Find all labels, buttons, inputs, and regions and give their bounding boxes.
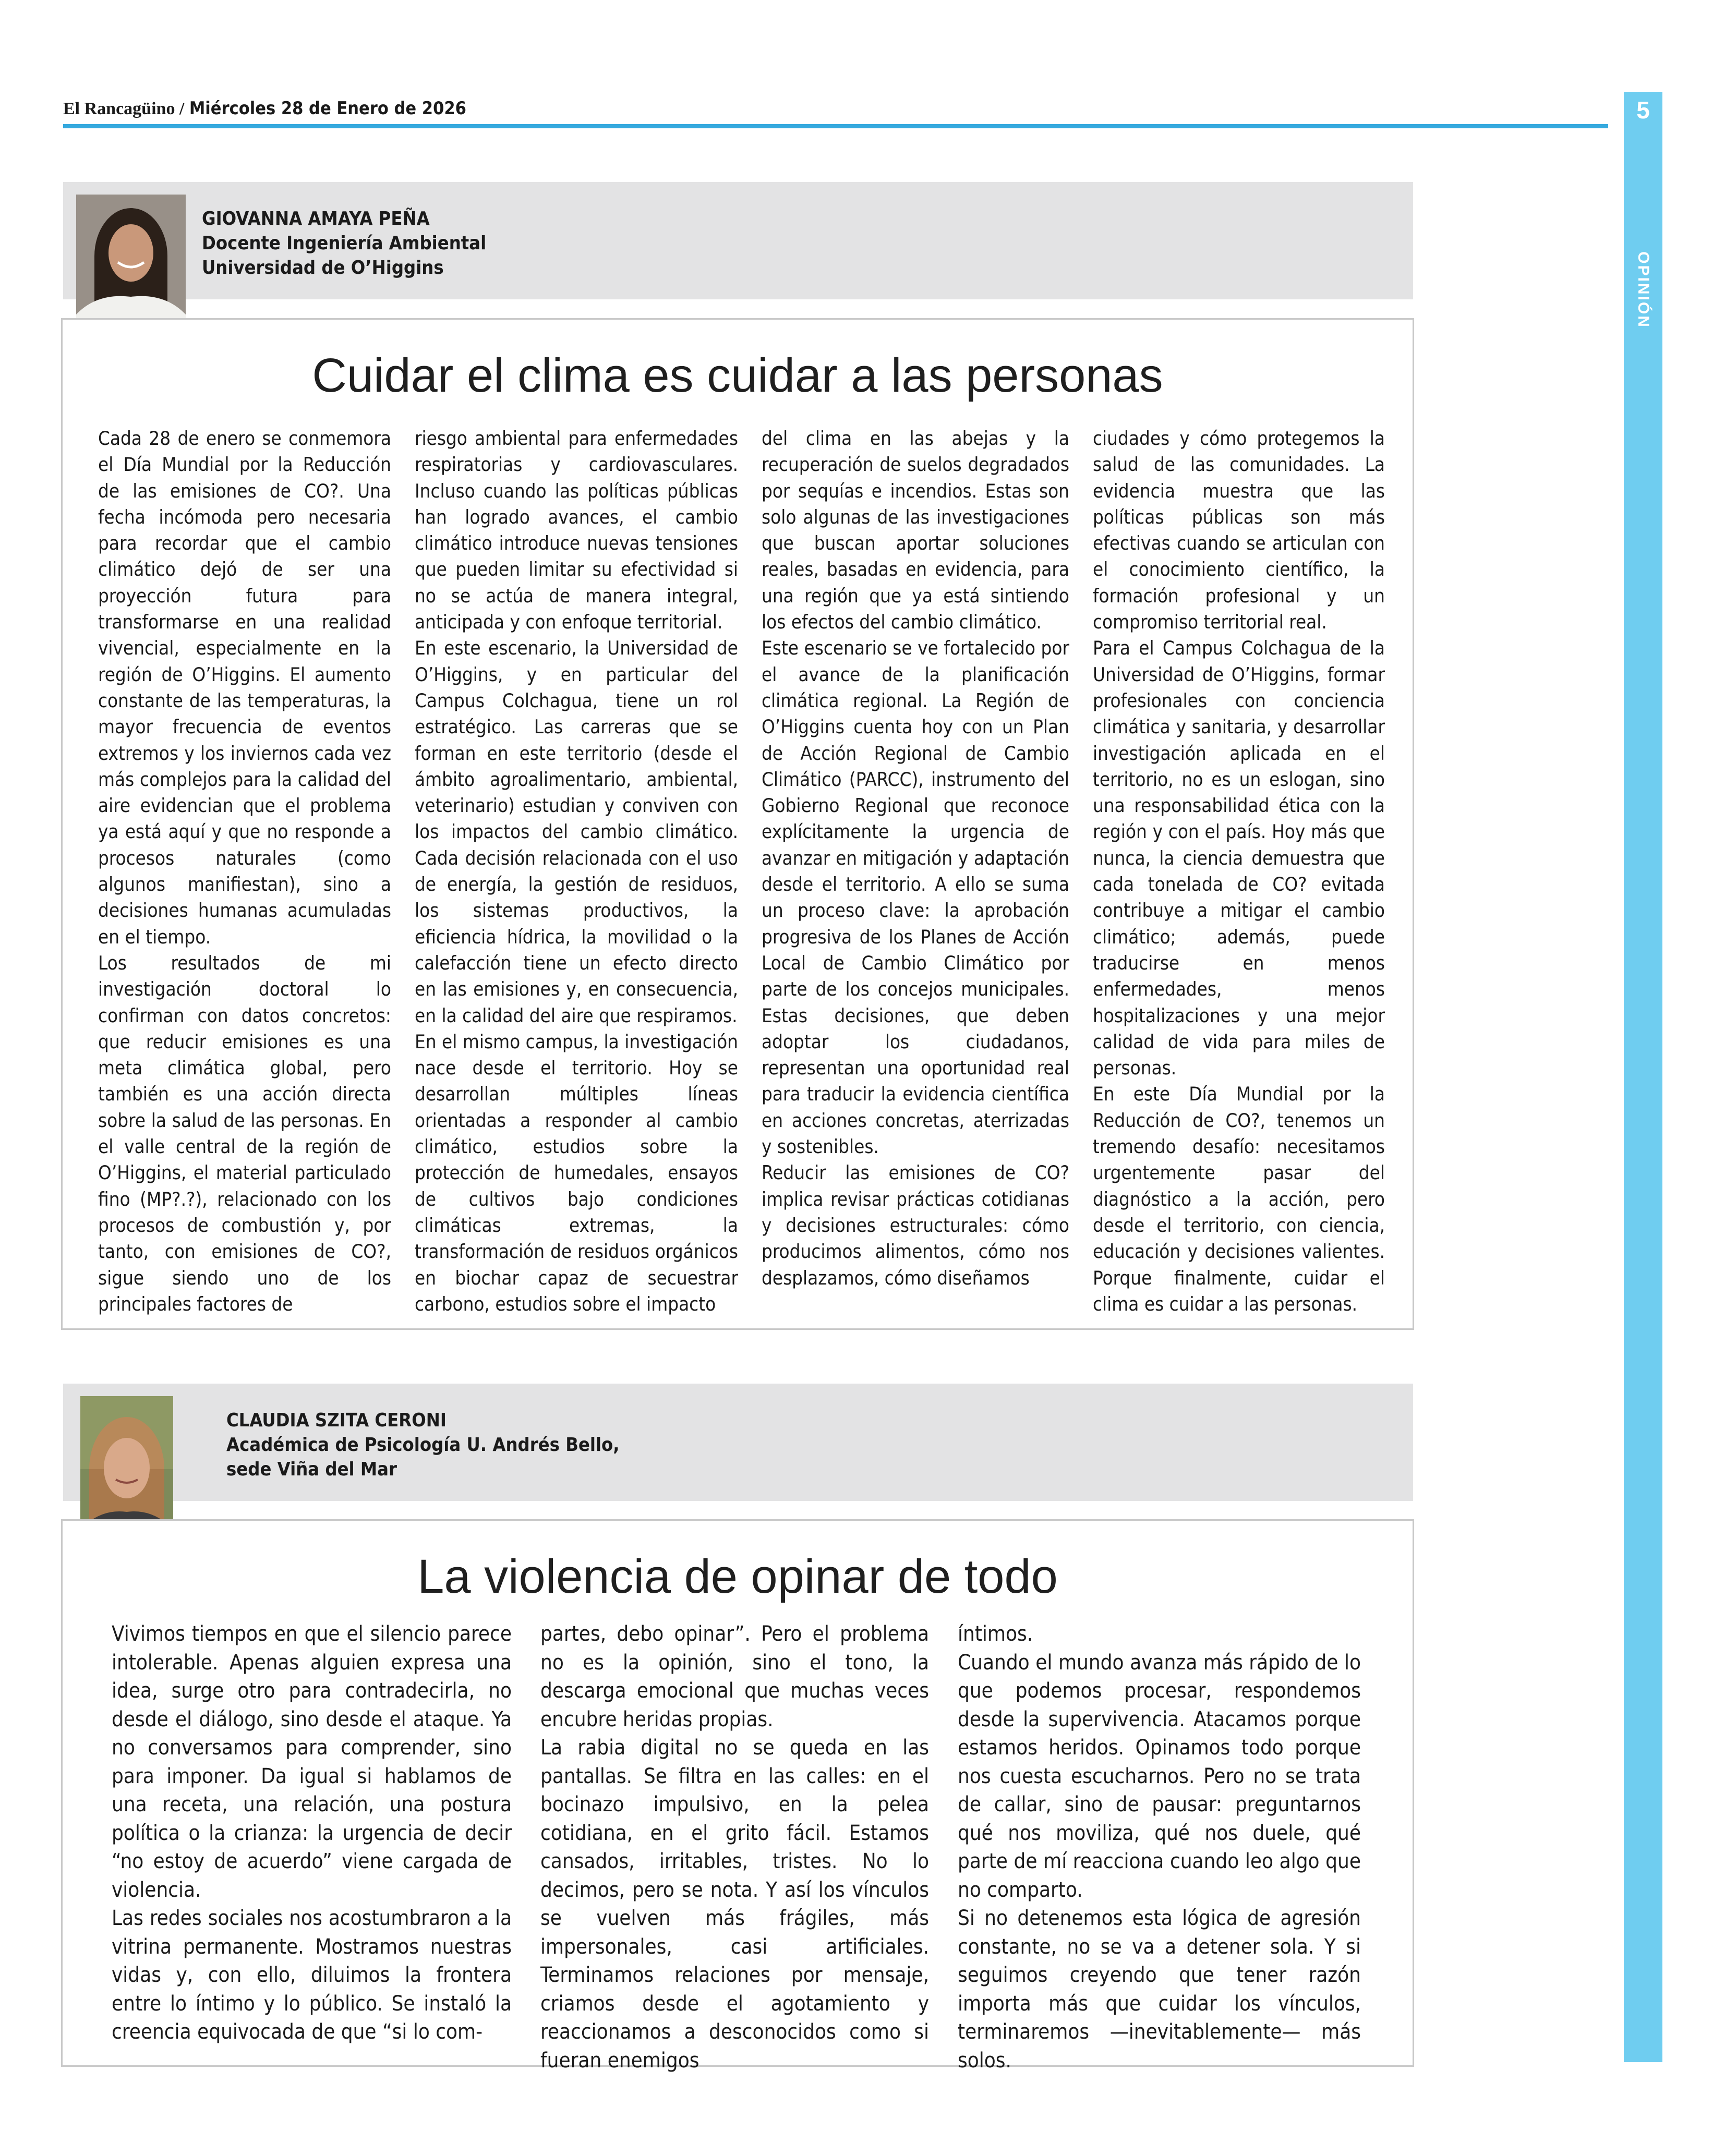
paragraph: Para el Campus Colchagua de la Universidad de O’Higgins, formar profesionales con conciencia climática y sanitaria, y desarrollar investigación aplicada en el territorio, no es un eslogan, sino una responsabilidad ética con la región y con el país. Hoy más que nunca, la ciencia demuestra que cada tonelada de CO? evitada contribuye a mitigar el cambio climático; además, puede traducirse en menos enfermedades, menos hospitalizaciones y una mejor calidad de vida para miles de personas. [1093,637,1385,1080]
article-title: Cuidar el clima es cuidar a las personas [312,349,1163,402]
section-label-text: OPINIÓN [1635,251,1652,329]
issue-date: Miércoles 28 de Enero de 2026 [189,98,466,119]
paragraph: Los resultados de mi investigación doctoral lo confirman con datos concretos: que reducir emisiones es una meta climática global, pero también es una acción directa sobre la salud de las personas. En el valle central de la región de O’Higgins, el material particulado fino (MP?.?), relacionado con los procesos de combustión y, por tanto, con emisiones de CO?, sigue siendo uno de los principales factores de [98,951,391,1315]
article-body [98,426,1386,1317]
paragraph: del clima en las abejas y la recuperación de suelos degradados por sequías e incendios. Estas son solo algunas de las investigaciones que buscan aportar soluciones reales, basadas en evidencia, para una región que ya está sintiendo los efectos del cambio climático. [762,427,1069,634]
paragraph: En este Día Mundial por la Reducción de CO?, tenemos un tremendo desafío: necesitamos urgentemente pasar del diagnóstico a la acción, pero desde el territorio, con ciencia, educación y decisiones valientes. Porque finalmente, cuidar el clima es cuidar a las personas. [1093,1083,1385,1315]
paragraph: partes, debo opinar”. Pero el problema no es la opinión, sino el tono, la descarga emocional que muchas veces encubre heridas propias. [540,1622,929,1731]
article-title: La violencia de opinar de todo [417,1550,1058,1603]
paragraph: Si no detenemos esta lógica de agresión constante, no se va a detener sola. Y si seguimos creyendo que tener razón importa más que cuidar los vínculos, terminaremos —inevitablemente— más solos. [958,1906,1361,2073]
article-column [540,1620,929,2075]
author-affiliation: sede Viña del Mar [226,1459,397,1480]
paragraph: ciudades y cómo protegemos la salud de las comunidades. La evidencia muestra que las políticas públicas son más efectivas cuando se articulan con el conocimiento científico, la formación profesional y un compromiso territorial real. [1093,427,1385,634]
article-column [1093,426,1385,1317]
article-column [958,1620,1361,2075]
article-column [112,1620,512,2075]
header-rule [63,124,1608,128]
article-box [61,318,1414,1330]
paragraph: En este escenario, la Universidad de O’Higgins, y en particular del Campus Colchagua, tiene un rol estratégico. Las carreras que se forman en este territorio (desde el ámbito agroalimentario, ambiental, veterinario) estudian y conviven con los impactos del cambio climático. Cada decisión relacionada con el uso de energía, la gestión de residuos, los sistemas productivos, la eficiencia hídrica, la movilidad o la calefacción tiene un efecto directo en las emisiones y, en consecuencia, en la calidad del aire que respiramos. [415,637,738,1027]
masthead [63,98,466,119]
author-affiliation: Universidad de O’Higgins [202,257,444,278]
paragraph: íntimos. [958,1622,1033,1646]
article-column [98,426,391,1317]
author-portrait-woman-dark-hair [76,195,186,331]
article-column [762,426,1069,1317]
paragraph: La rabia digital no se queda en las pantallas. Se filtra en las calles: en el bocinazo impulsivo, en la pelea cotidiana, en el grito fácil. Estamos cansados, irritables, tristes. No lo decimos, pero se nota. Y así los vínculos se vuelven más frágiles, más impersonales, casi artificiales. Terminamos relaciones por mensaje, criamos desde el agotamiento y reaccionamos a desconocidos como si fueran enemigos [540,1736,929,2073]
paragraph: Reducir las emisiones de CO? implica revisar prácticas cotidianas y decisiones estructurales: cómo producimos alimentos, cómo nos desplazamos, cómo diseñamos [762,1161,1069,1289]
author-role: Docente Ingeniería Ambiental [202,233,487,254]
paragraph: Este escenario se ve fortalecido por el avance de la planificación climática regional. La Región de O’Higgins cuenta hoy con un Plan de Acción Regional de Cambio Climático (PARCC), instrumento del Gobierno Regional que reconoce explícitamente la urgencia de avanzar en mitigación y adaptación desde el territorio. A ello se suma un proceso clave: la aprobación progresiva de los Planes de Acción Local de Cambio Climático por parte de los concejos municipales. Estas decisiones, que deben adoptar los ciudadanos, representan una oportunidad real para traducir la evidencia científica en acciones concretas, aterrizadas y sostenibles. [762,637,1069,1158]
author-photo-1-icon [76,195,186,331]
paragraph: Cuando el mundo avanza más rápido de lo que podemos procesar, respondemos desde la supervivencia. Atacamos porque estamos heridos. Opinamos todo porque nos cuesta escucharnos. Pero no se trata de callar, sino de pausar: preguntarnos qué nos moviliza, qué nos duele, qué parte de mí reacciona cuando leo algo que no comparto. [958,1650,1361,1902]
author-meta [202,207,486,280]
publication-name: El Rancagüino / [63,99,185,118]
author-meta [226,1408,620,1482]
article-body [112,1620,1374,2075]
author-name: CLAUDIA SZITA CERONI [226,1410,447,1431]
article-box [61,1519,1414,2073]
author-role: Académica de Psicología U. Andrés Bello, [226,1434,620,1456]
paragraph: Cada 28 de enero se conmemora el Día Mundial por la Reducción de las emisiones de CO?. Una fecha incómoda pero necesaria para recordar que el cambio climático dejó de ser una proyección futura para transformarse en una realidad vivencial, especialmente en la región de O’Higgins. El aumento constante de las temperaturas, la mayor frecuencia de eventos extremos y los inviernos cada vez más complejos para la calidad del aire evidencian que el problema ya está aquí y que no responde a procesos naturales (como algunos manifiestan), sino a decisiones humanas acumuladas en el tiempo. [98,427,391,948]
paragraph: riesgo ambiental para enfermedades respiratorias y cardiovasculares. Incluso cuando las políticas públicas han logrado avances, el cambio climático introduce nuevas tensiones que pueden limitar su efectividad si no se actúa de manera integral, anticipada y con enfoque territorial. [415,427,738,634]
page-number: 5 [1636,96,1650,124]
paragraph: En el mismo campus, la investigación nace desde el territorio. Hoy se desarrollan múltiples líneas orientadas a responder al cambio climático, estudios sobre la protección de humedales, ensayos de cultivos bajo condiciones climáticas extremas, la transformación de residuos orgánicos en biochar capaz de secuestrar carbono, estudios sobre el impacto [415,1030,738,1315]
article-column [415,426,738,1317]
author-name: GIOVANNA AMAYA PEÑA [202,208,430,229]
paragraph: Las redes sociales nos acostumbraron a la vitrina permanente. Mostramos nuestras vidas y, con ello, diluimos la frontera entre lo íntimo y lo público. Se instaló la creencia equivocada de que “si lo com- [112,1906,512,2044]
paragraph: Vivimos tiempos en que el silencio parece intolerable. Apenas alguien expresa una idea, surge otro para contradecirla, no desde el diálogo, sino desde el ataque. Ya no conversamos para comprender, sino para imponer. Da igual si hablamos de una receta, una relación, una postura política o la crianza: la urgencia de decir “no estoy de acuerdo” viene cargada de violencia. [112,1622,512,1902]
section-label [1624,248,1662,332]
section-side-bar [1624,92,1662,2062]
